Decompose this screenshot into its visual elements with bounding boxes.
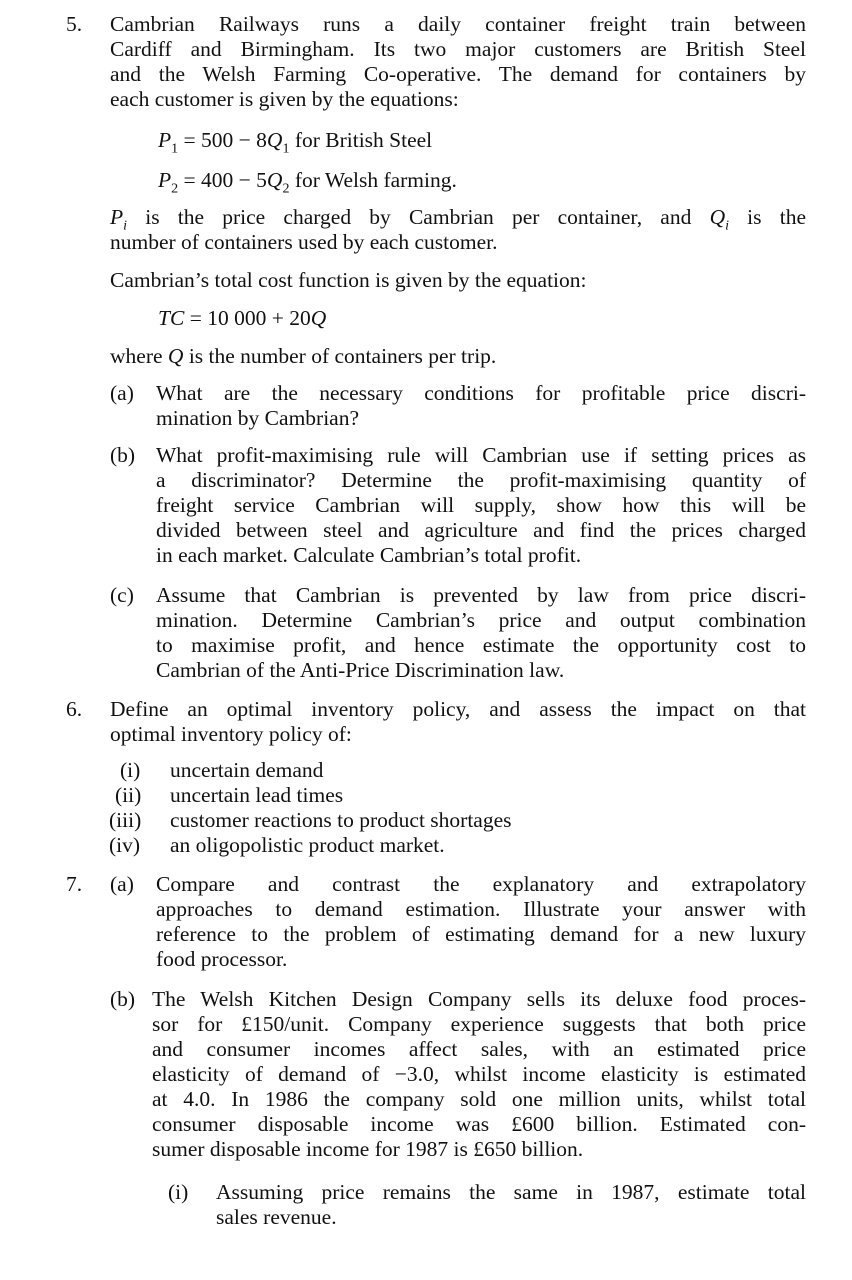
part-label: (b): [110, 987, 136, 1011]
cost-intro: Cambrian’s total cost function is given by the equation:: [110, 268, 587, 292]
question-6-intro: Define an optimal inventory policy, and assess the impact on that optimal inventory policy of:: [110, 697, 806, 746]
textbook-page: 5. Cambrian Railways runs a daily container freight train between Cardiff and Birmingham. Its two major customers are British Steel and the Welsh Farming Co-operative. The demand for containers by each customer is given by the equations: $P_1 = 500 - 8Q_1$ for British Steel $P_2 = 400 - 5Q_2$ for Welsh farming. $P_i$ is the price charged by Cambrian per container, and $Q_i$ is the number of containers used by each customer. Cambrian’s total cost function is given by the equation: TC = 10 000 + 20Q where Q is the number of containers per trip. (a) What are the necessary conditions for profitable price discri- mination by Cambrian? (b) What profit-maximising rule will Cambrian use if setting prices as a discriminator? Determine the profit-maximising quantity of freight service Cambrian will supply, show how this will be divided between steel and agriculture and find the prices charged in each market. Calculate Cambrian’s total profit. (c) Assume that Cambrian is prevented by law from price discri- mination. Determine Cambrian’s price and output combination to maximise profit, and hence estimate the opportunity cost to Cambrian of the Anti-Price Discrimination law. 6. Define an optimal inventory policy, and assess the impact on that optimal inventory policy of: (i) uncertain demand (ii) uncertain lead times (iii) customer reactions to product shortages (iv) an oligopolistic product market. 7. (a) Compare and contrast the explanatory and extrapolatory approaches to demand estimation. Illustrate your answer with reference to the problem of estimating demand for a new luxury food processor. (b) The Welsh Kitchen Design Company sells its deluxe food proces- sor for £150/unit. Company experience suggests that both price and consumer incomes affect sales, with an estimated price elasticity of demand of −3.0, whilst income elasticity is estimated at 4.0. In 1986 the company sold one million units, whilst total consumer disposable income was £600 billion. Estimated con- sumer disposable income for 1987 is £650 billion. (i) Assuming price remains the same in 1987, estimate total sales revenue.: [66, 12, 806, 1229]
question-6-list: [108, 758, 708, 858]
part-label: (i): [168, 1180, 189, 1204]
question-number: 5.: [66, 12, 83, 36]
list-label: (i): [120, 758, 141, 782]
demand-equation-2: $P_2 = 400 - 5Q_2$ for Welsh farming.: [158, 168, 457, 197]
part-label: (a): [110, 381, 134, 405]
cost-equation: TC = 10 000 + 20Q: [158, 306, 327, 330]
list-label: (iii): [109, 808, 142, 832]
where-q-definition: where Q is the number of containers per trip.: [110, 344, 497, 368]
list-item: customer reactions to product shortages: [170, 808, 512, 832]
list-label: (iv): [109, 833, 141, 857]
part-label: (b): [110, 443, 136, 467]
variable-definition: $P_i$ is the price charged by Cambrian per container, and $Q_i$ is the number of containers used by each customer.: [110, 205, 806, 254]
demand-equation-1: $P_1 = 500 - 8Q_1$ for British Steel: [158, 128, 433, 157]
list-label: (ii): [115, 783, 142, 807]
question-number: 7.: [66, 872, 83, 896]
list-item: uncertain demand: [170, 758, 324, 782]
list-item: uncertain lead times: [170, 783, 344, 807]
question-5-intro: Cambrian Railways runs a daily container freight train between Cardiff and Birmingham. Its two major customers are British Steel and the Welsh Farming Co-operative. The demand for containers by each customer is given by the equations:: [110, 12, 806, 111]
list-item: an oligopolistic product market.: [170, 833, 445, 857]
question-number: 6.: [66, 697, 83, 721]
part-label: (c): [110, 583, 134, 607]
part-label: (a): [110, 872, 134, 896]
